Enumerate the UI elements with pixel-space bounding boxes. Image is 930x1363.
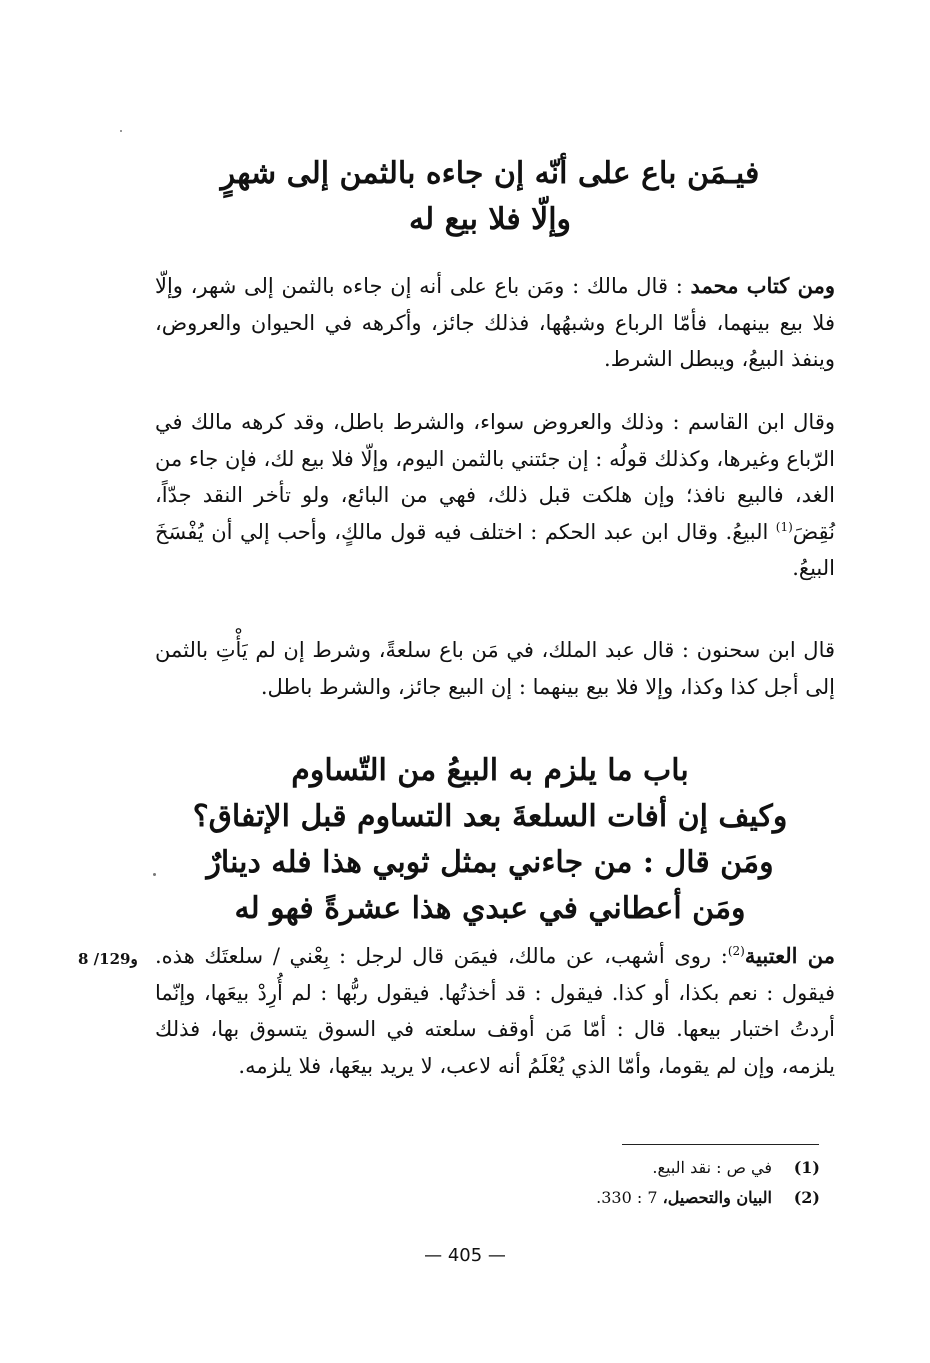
paragraph-1-source: ومن كتاب محمد bbox=[690, 273, 836, 298]
heading-1-line-1: فيـمَن باع على أنّه إن جاءه بالثمن إلى شهرٍ bbox=[220, 156, 760, 191]
heading-2-line-4: ومَن أعطاني في عبدي هذا عشرةً فهو له bbox=[234, 891, 746, 926]
heading-2-line-1: باب ما يلزم به البيعُ من التّساوم bbox=[291, 753, 689, 788]
page-number: — 405 — bbox=[424, 1245, 506, 1266]
footnote-2 bbox=[300, 1185, 820, 1211]
scan-speck bbox=[120, 130, 122, 132]
paragraph-1 bbox=[155, 268, 835, 378]
heading-2-line-3: ومَن قال : من جاءني بمثل ثوبي هذا فله دينارٌ bbox=[206, 845, 774, 880]
footnote-divider bbox=[622, 1144, 819, 1145]
footnote-2-text: 7 : 330. bbox=[596, 1188, 663, 1207]
chapter-heading-2 bbox=[150, 748, 830, 932]
footnote-2-number: (2) bbox=[793, 1188, 820, 1207]
paragraph-4 bbox=[155, 938, 835, 1084]
footnote-ref-1: (1) bbox=[775, 519, 793, 534]
footnote-2-bold: البيان والتحصيل، bbox=[662, 1188, 772, 1207]
paragraph-2-text-a: وقال ابن القاسم : وذلك والعروض سواء، والشرط باطل، وقد كرهه مالك في الرّباع وغيرها، وكذلك قولُه : إن جئتني بالثمن اليوم، وإلّا فلا بيع لك، فإن جاء من الغد، فالبيع نافذ؛ وإن هلكت قبل ذلك، فهي من البائع، ولو تأخر النقد جدّاً، نُقِضَ bbox=[155, 410, 835, 544]
paragraph-2-text-b: البيعُ. وقال ابن عبد الحكم : اختلف فيه قول مالكٍ، وأحب إلي أن يُفْسَخَ البيعُ. bbox=[155, 519, 835, 580]
paragraph-2 bbox=[155, 404, 835, 587]
scan-speck bbox=[153, 873, 156, 876]
heading-1-line-2: وإلّا فلا بيع له bbox=[408, 202, 572, 237]
footnote-ref-2: (2) bbox=[727, 944, 745, 958]
paragraph-4-source: من العتبية bbox=[744, 943, 835, 968]
paragraph-4-text: : روى أشهب، عن مالك، فيمَن قال لرجل : بِعْني / سلعتَك هذه. فيقول : نعم بكذا، أو كذا. فيقول : قد أخذتُها. فيقول ربُّها : لم أُرِدْ بيعَها، وإنّما أردتُ اختبار بيعها. قال : أمّا مَن أوقف سلعته في السوق يتسوق بها، فذلك يلزمه، وإن لم يقوما، وأمّا الذي يُعْلَمُ أنه لاعب، لا يريد بيعَها، فلا يلزمه. bbox=[155, 944, 835, 1078]
paragraph-3 bbox=[155, 632, 835, 705]
footnote-1-number: (1) bbox=[793, 1158, 820, 1177]
footnote-1-text: في ص : نقد البيع. bbox=[652, 1158, 772, 1177]
chapter-heading-1 bbox=[150, 151, 830, 243]
heading-2-line-2: وكيف إن أفات السلعةَ بعد التساوم قبل الإتفاق؟ bbox=[192, 799, 788, 834]
paragraph-3-text: قال ابن سحنون : قال عبد الملك، في مَن باع سلعةً، وشرط إن لم يَأْتِ بالثمن إلى أجل كذا وكذا، وإلا فلا بيع بينهما : إن البيع جائز، والشرط باطل. bbox=[155, 638, 835, 699]
paragraph-1-text: : قال مالك : ومَن باع على أنه إن جاءه بالثمن إلى شهر، وإلّا فلا بيع بينهما، فأمّا الرباع وشبهُها، فذلك جائز، وأكرهه في الحيوان والعروض، وينفذ البيعُ، ويبطل الشرط. bbox=[155, 274, 835, 371]
footnote-1 bbox=[300, 1155, 820, 1181]
manuscript-folio-reference: 8 /129و bbox=[78, 950, 138, 968]
